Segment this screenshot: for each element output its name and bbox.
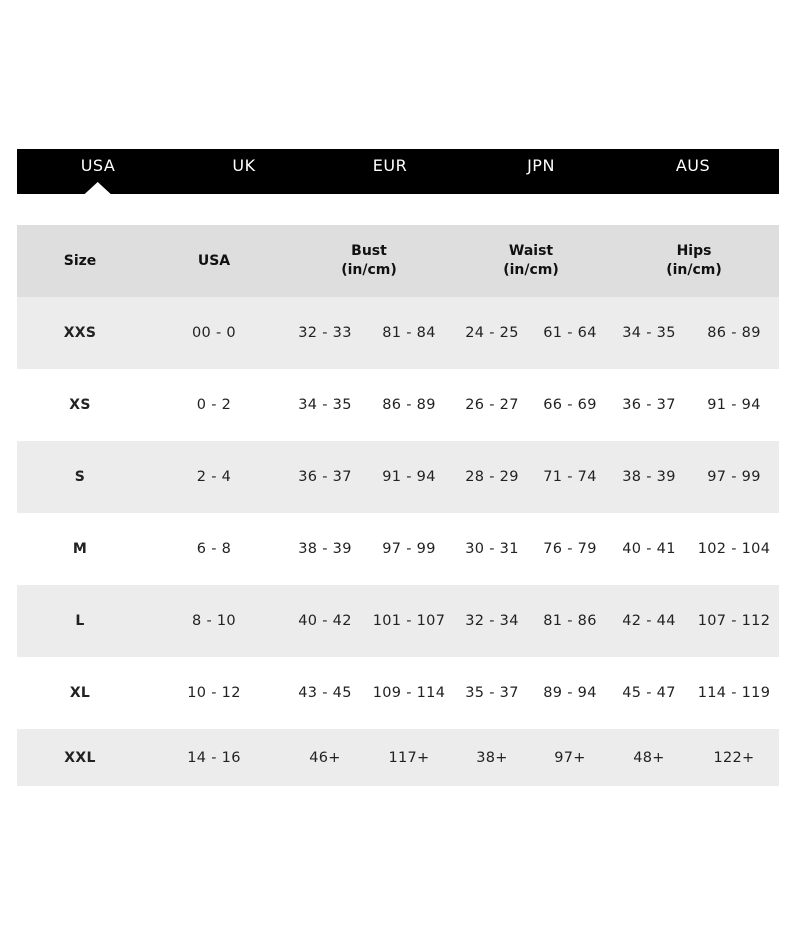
cell-waist-in: 30 - 31 <box>465 541 519 557</box>
cell-bust-cm: 109 - 114 <box>372 685 446 701</box>
cell-hips-in: 34 - 35 <box>622 325 676 341</box>
cell-bust-in: 43 - 45 <box>298 685 352 701</box>
header-hips <box>609 225 779 297</box>
tab-eur[interactable]: EUR <box>372 156 408 175</box>
cell-size: XXL <box>64 749 96 766</box>
tab-usa[interactable]: USA <box>81 149 116 194</box>
cell-waist-in: 28 - 29 <box>465 469 519 485</box>
cell-bust-cm: 101 - 107 <box>372 613 446 629</box>
cell-bust-cm: 86 - 89 <box>382 397 436 413</box>
cell-usa: 8 - 10 <box>192 613 236 629</box>
table-row <box>17 585 779 657</box>
header-waist-title: Waist <box>508 243 554 259</box>
cell-waist-cm: 97+ <box>554 749 586 766</box>
table-row <box>17 441 779 513</box>
cell-hips-cm: 97 - 99 <box>707 469 761 485</box>
cell-waist-cm: 81 - 86 <box>543 613 597 629</box>
cell-usa: 0 - 2 <box>196 397 232 413</box>
table-row <box>17 657 779 729</box>
table-header-row <box>17 225 779 297</box>
cell-hips-cm: 102 - 104 <box>697 541 771 557</box>
cell-waist-cm: 71 - 74 <box>543 469 597 485</box>
cell-waist-in: 38+ <box>476 749 508 766</box>
cell-bust-cm: 91 - 94 <box>382 469 436 485</box>
header-waist-unit: (in/cm) <box>503 262 559 278</box>
cell-waist-cm: 76 - 79 <box>543 541 597 557</box>
header-usa: USA <box>197 252 231 269</box>
tab-uk[interactable]: UK <box>232 156 256 175</box>
cell-waist-cm: 89 - 94 <box>543 685 597 701</box>
tab-aus[interactable]: AUS <box>675 156 711 175</box>
cell-bust-in: 46+ <box>309 749 341 766</box>
cell-waist-cm: 66 - 69 <box>543 397 597 413</box>
cell-size: L <box>75 613 85 629</box>
cell-size: XS <box>69 397 91 413</box>
cell-hips-cm: 107 - 112 <box>697 613 771 629</box>
cell-usa: 00 - 0 <box>192 325 236 341</box>
cell-waist-in: 26 - 27 <box>465 397 519 413</box>
cell-waist-in: 24 - 25 <box>465 325 519 341</box>
cell-hips-cm: 114 - 119 <box>697 685 771 701</box>
cell-hips-cm: 91 - 94 <box>707 397 761 413</box>
table-row <box>17 729 779 786</box>
cell-hips-in: 45 - 47 <box>622 685 676 701</box>
header-bust-title: Bust <box>351 243 387 259</box>
cell-bust-cm: 81 - 84 <box>382 325 436 341</box>
table-row <box>17 369 779 441</box>
tab-jpn[interactable]: JPN <box>527 156 555 175</box>
cell-hips-in: 36 - 37 <box>622 397 676 413</box>
size-chart-table <box>17 225 779 786</box>
cell-hips-cm: 86 - 89 <box>707 325 761 341</box>
cell-bust-in: 34 - 35 <box>298 397 352 413</box>
cell-size: XL <box>69 685 91 701</box>
header-hips-title: Hips <box>676 243 712 259</box>
cell-usa: 2 - 4 <box>196 469 232 485</box>
cell-bust-in: 40 - 42 <box>298 613 352 629</box>
region-tab-bar <box>17 149 779 194</box>
cell-usa: 10 - 12 <box>187 685 241 701</box>
cell-waist-cm: 61 - 64 <box>543 325 597 341</box>
cell-size: XXS <box>63 325 97 341</box>
cell-bust-in: 32 - 33 <box>298 325 352 341</box>
cell-waist-in: 32 - 34 <box>465 613 519 629</box>
cell-usa: 6 - 8 <box>196 541 232 557</box>
cell-hips-in: 38 - 39 <box>622 469 676 485</box>
header-size: Size <box>63 252 97 269</box>
header-bust <box>285 225 453 297</box>
cell-bust-in: 36 - 37 <box>298 469 352 485</box>
cell-size: M <box>72 541 88 557</box>
cell-hips-in: 48+ <box>633 749 665 766</box>
cell-bust-in: 38 - 39 <box>298 541 352 557</box>
cell-bust-cm: 117+ <box>388 749 430 766</box>
cell-usa: 14 - 16 <box>187 749 241 766</box>
cell-hips-cm: 122+ <box>713 749 755 766</box>
header-bust-unit: (in/cm) <box>341 262 397 278</box>
header-hips-unit: (in/cm) <box>666 262 722 278</box>
cell-hips-in: 40 - 41 <box>622 541 676 557</box>
cell-size: S <box>74 469 86 485</box>
header-waist <box>453 225 609 297</box>
cell-bust-cm: 97 - 99 <box>382 541 436 557</box>
cell-waist-in: 35 - 37 <box>465 685 519 701</box>
table-row <box>17 513 779 585</box>
table-row <box>17 297 779 369</box>
cell-hips-in: 42 - 44 <box>622 613 676 629</box>
